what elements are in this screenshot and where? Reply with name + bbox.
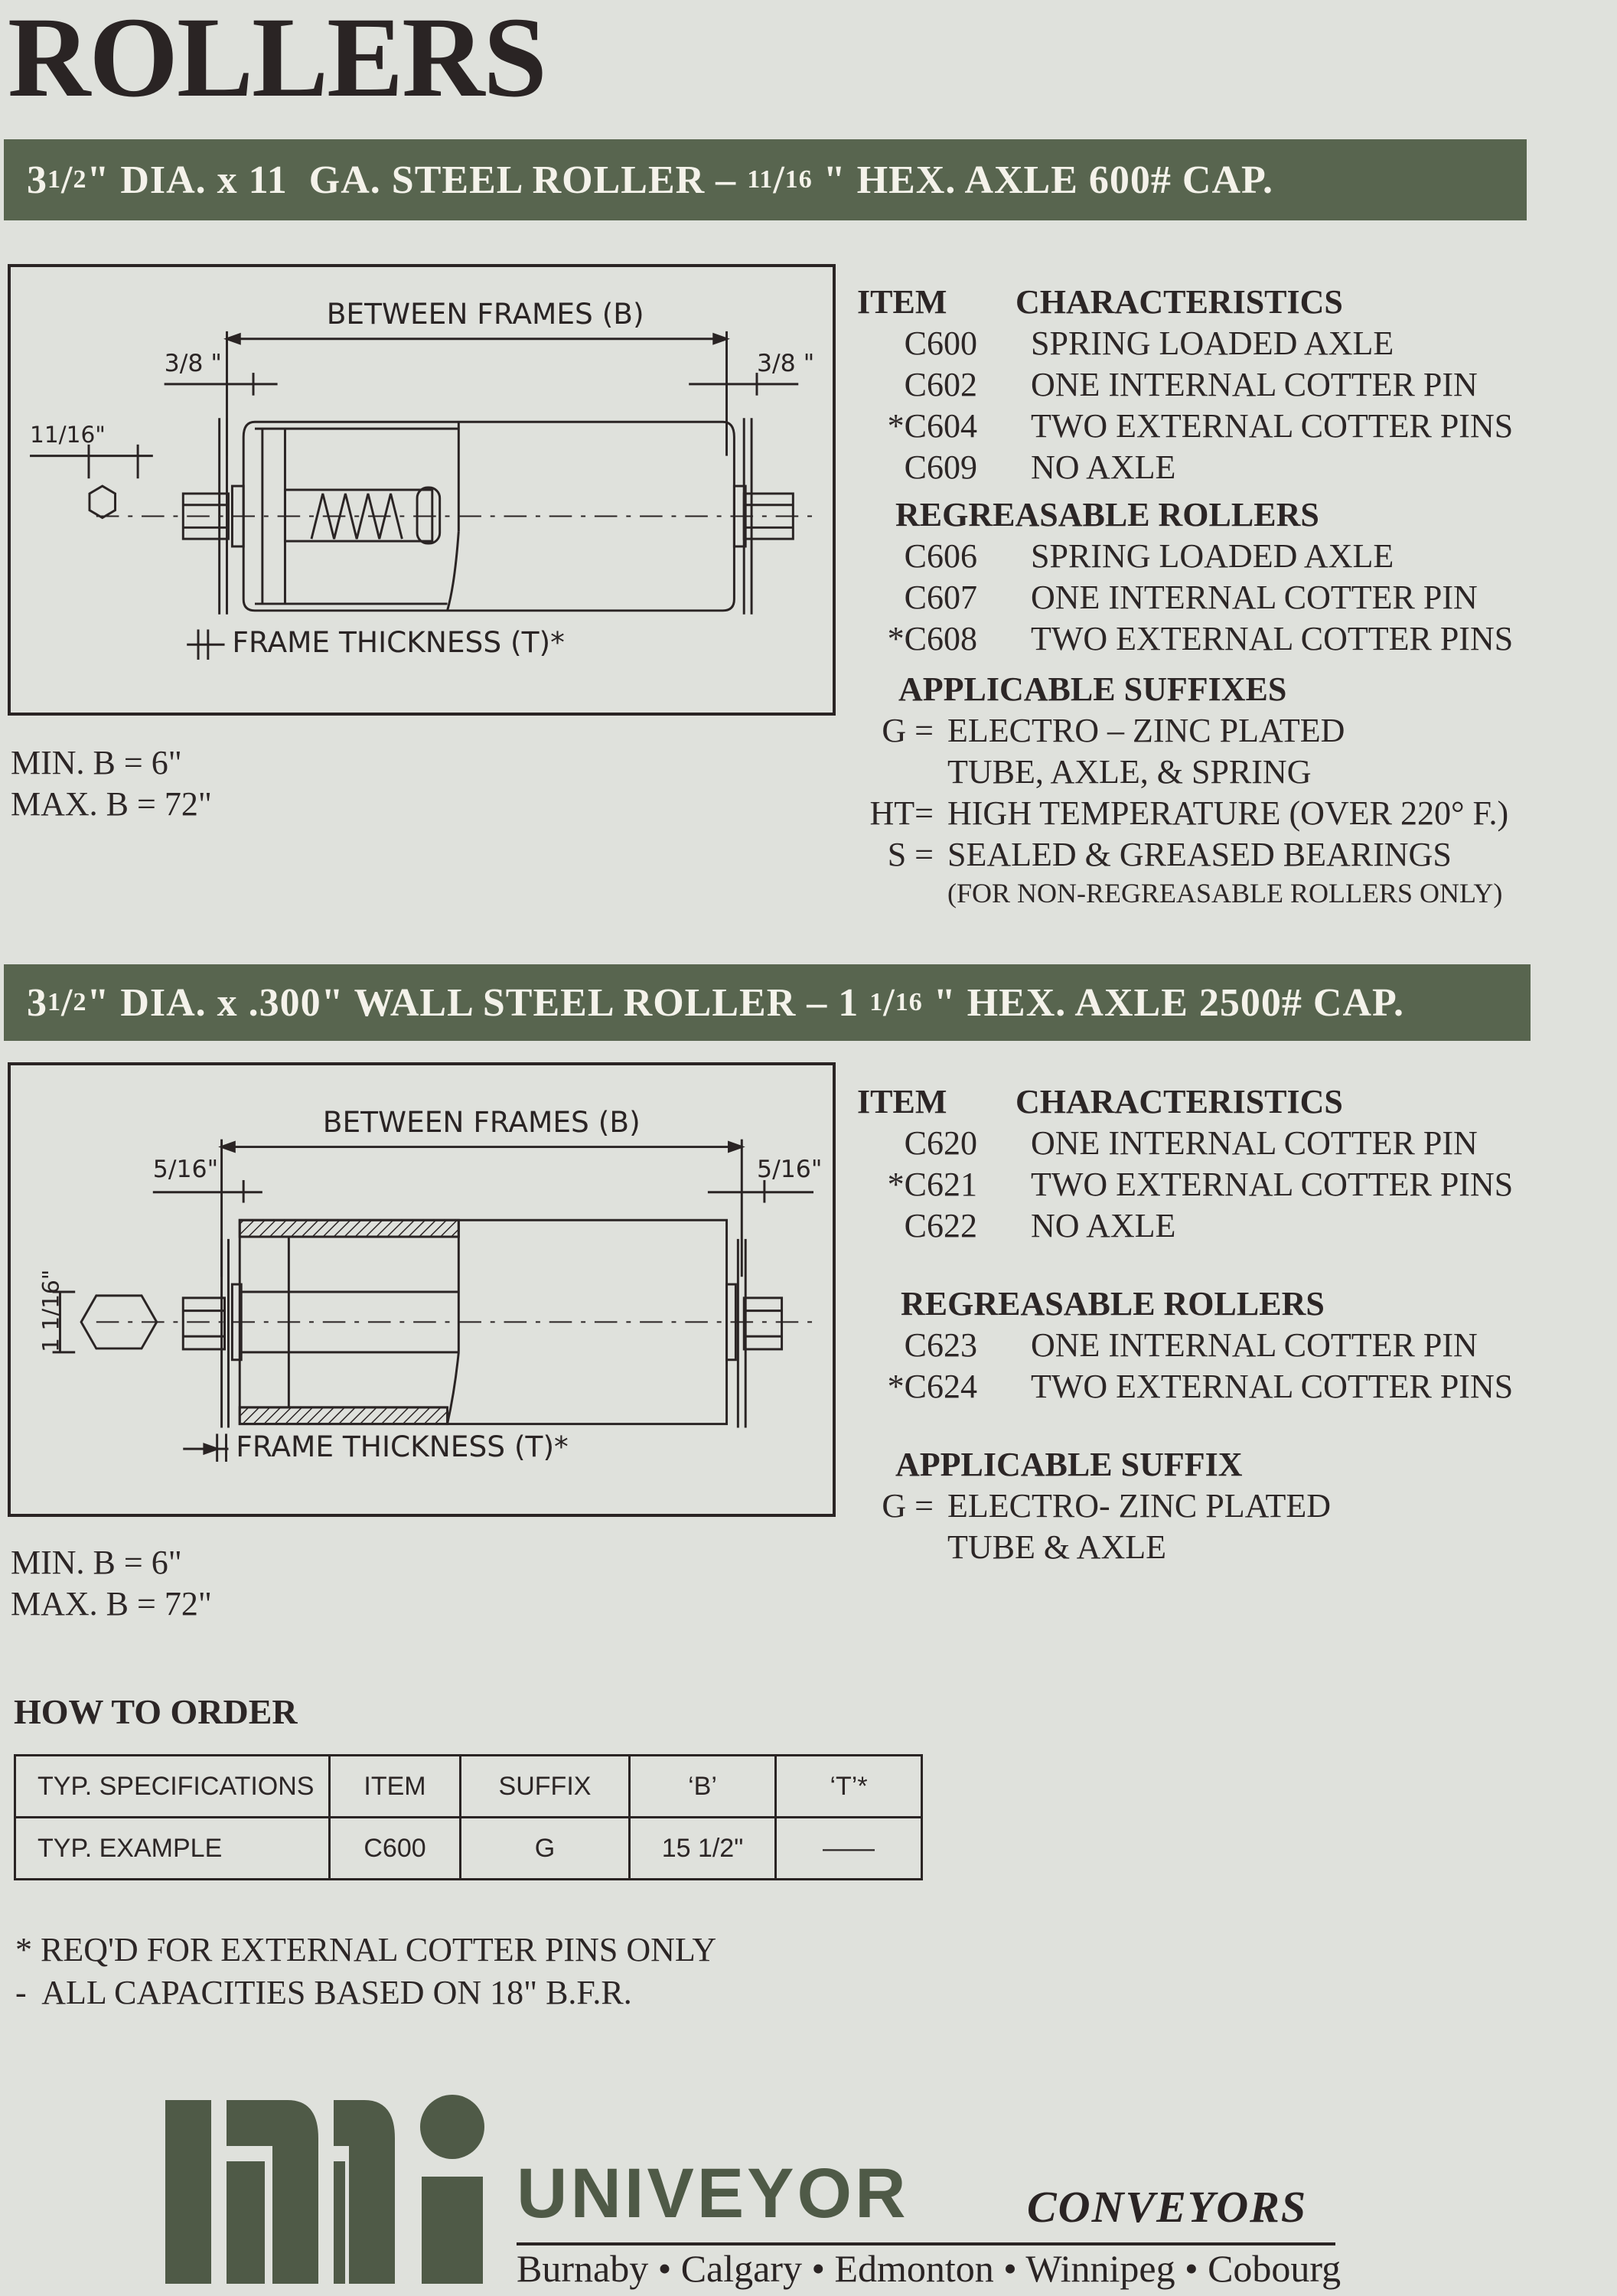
hex-axle-icon bbox=[90, 486, 116, 517]
univeyor-logo-icon bbox=[165, 2092, 494, 2284]
right-dim-label: 3/8 " bbox=[756, 350, 815, 378]
list-item: *C604 TWO EXTERNAL COTTER PINS bbox=[887, 407, 1514, 445]
section1-banner: 3 1 / 2 " DIA. x 11 GA. STEEL ROLLER – 11 / 16 " HEX. AXLE 600# CAP. bbox=[4, 139, 1527, 220]
list-item: C600 SPRING LOADED AXLE bbox=[904, 325, 1394, 362]
section1-minmax bbox=[11, 742, 212, 825]
item-header: ITEM bbox=[857, 283, 947, 321]
list-item: C606 SPRING LOADED AXLE bbox=[904, 537, 1394, 575]
brand-divider bbox=[517, 2242, 1335, 2245]
brand-name: UNIVEYOR bbox=[517, 2154, 909, 2232]
item-header: ITEM bbox=[857, 1083, 947, 1120]
list-item: C623 ONE INTERNAL COTTER PIN bbox=[904, 1326, 1478, 1364]
max-b-label: MAX. B = 72" bbox=[11, 1585, 212, 1623]
section1-item-list: ITEM CHARACTERISTICS C600 SPRING LOADED AXLE C602 ONE INTERNAL COTTER PIN *C604 TWO EXTERNAL COTTER PINS C609 NO AXLE REGREASABLE ROLLERS C606 SPRING LOADED AXLE C607 ONE INTERNAL COTTER PIN *C608 TWO EXTERNAL COTTER PINS APPLICABLE SUFFIXES G = ELECTRO – ZINC PLATED TUBE, AXLE, & SPRING HT= HIGH TEMPERATURE (OVER 220° F.) S = SEALED & GREASED BEARINGS (FOR NON-REGREASABLE ROLLERS ONLY) bbox=[843, 282, 1513, 911]
roller-diagram-2 bbox=[8, 1062, 836, 1517]
list-item: S = SEALED & GREASED BEARINGS bbox=[887, 836, 1452, 873]
suffix-header: APPLICABLE SUFFIX bbox=[895, 1446, 1243, 1483]
min-b-label: MIN. B = 6" bbox=[11, 744, 182, 781]
list-item: *C624 TWO EXTERNAL COTTER PINS bbox=[887, 1368, 1514, 1405]
list-item: HT= HIGH TEMPERATURE (OVER 220° F.) bbox=[869, 794, 1509, 832]
section2-banner: 3 1 / 2 " DIA. x .300" WALL STEEL ROLLER – 1 1 / 16 " HEX. AXLE 2500# CAP. bbox=[4, 964, 1531, 1041]
left-dim-label: 3/8 " bbox=[164, 350, 222, 378]
hex-dim-label: 11/16" bbox=[30, 421, 106, 448]
max-b-label: MAX. B = 72" bbox=[11, 785, 212, 823]
table-row: TYP. EXAMPLE C600 G 15 1/2" —— bbox=[15, 1818, 922, 1880]
right-dim-label: 5/16" bbox=[757, 1156, 823, 1184]
list-item: C609 NO AXLE bbox=[904, 448, 1176, 486]
characteristics-header: CHARACTERISTICS bbox=[1016, 1083, 1343, 1120]
list-item: *C608 TWO EXTERNAL COTTER PINS bbox=[887, 620, 1514, 657]
list-item: *C621 TWO EXTERNAL COTTER PINS bbox=[887, 1166, 1514, 1203]
order-table bbox=[14, 1754, 923, 1880]
section2-minmax bbox=[11, 1542, 212, 1625]
how-to-order-title: HOW TO ORDER bbox=[14, 1692, 298, 1731]
between-frames-label: BETWEEN FRAMES (B) bbox=[322, 1104, 641, 1139]
hex-dim-label: 1 1/16" bbox=[37, 1269, 64, 1352]
footnotes bbox=[15, 1929, 716, 2014]
list-item: G = ELECTRO- ZINC PLATED bbox=[882, 1487, 1332, 1525]
regreasable-header: REGREASABLE ROLLERS bbox=[901, 1285, 1325, 1322]
frame-thickness-label: FRAME THICKNESS (T)* bbox=[236, 1430, 569, 1464]
left-dim-label: 5/16" bbox=[152, 1156, 219, 1184]
frame-thickness-label: FRAME THICKNESS (T)* bbox=[232, 625, 565, 660]
brand-cities: Burnaby • Calgary • Edmonton • Winnipeg • Cobourg bbox=[517, 2247, 1342, 2290]
roller-diagram-1 bbox=[8, 264, 836, 716]
characteristics-header: CHARACTERISTICS bbox=[1016, 283, 1343, 321]
brand-subtitle: CONVEYORS bbox=[1027, 2182, 1308, 2232]
table-row: TYP. SPECIFICATIONS ITEM SUFFIX ‘B’ ‘T’* bbox=[15, 1756, 922, 1818]
list-item: G = ELECTRO – ZINC PLATED bbox=[882, 712, 1345, 749]
footnote: - ALL CAPACITIES BASED ON 18" B.F.R. bbox=[15, 1974, 632, 2011]
suffix-note: (FOR NON-REGREASABLE ROLLERS ONLY) bbox=[947, 878, 1503, 908]
regreasable-header: REGREASABLE ROLLERS bbox=[895, 496, 1319, 533]
list-item: C620 ONE INTERNAL COTTER PIN bbox=[904, 1124, 1478, 1162]
list-item: C607 ONE INTERNAL COTTER PIN bbox=[904, 579, 1478, 616]
page-title: ROLLERS bbox=[8, 0, 546, 121]
section2-item-list: ITEM CHARACTERISTICS C620 ONE INTERNAL COTTER PIN *C621 TWO EXTERNAL COTTER PINS C622 NO AXLE REGREASABLE ROLLERS C623 ONE INTERNAL COTTER PIN *C624 TWO EXTERNAL COTTER PINS APPLICABLE SUFFIX G = ELECTRO- ZINC PLATED TUBE & AXLE bbox=[843, 1081, 1513, 1568]
suffix-header: APPLICABLE SUFFIXES bbox=[898, 670, 1287, 708]
footnote: * REQ'D FOR EXTERNAL COTTER PINS ONLY bbox=[15, 1931, 717, 1968]
list-item: C602 ONE INTERNAL COTTER PIN bbox=[904, 366, 1478, 403]
list-item: C622 NO AXLE bbox=[904, 1207, 1176, 1244]
min-b-label: MIN. B = 6" bbox=[11, 1544, 182, 1581]
between-frames-label: BETWEEN FRAMES (B) bbox=[326, 296, 644, 331]
